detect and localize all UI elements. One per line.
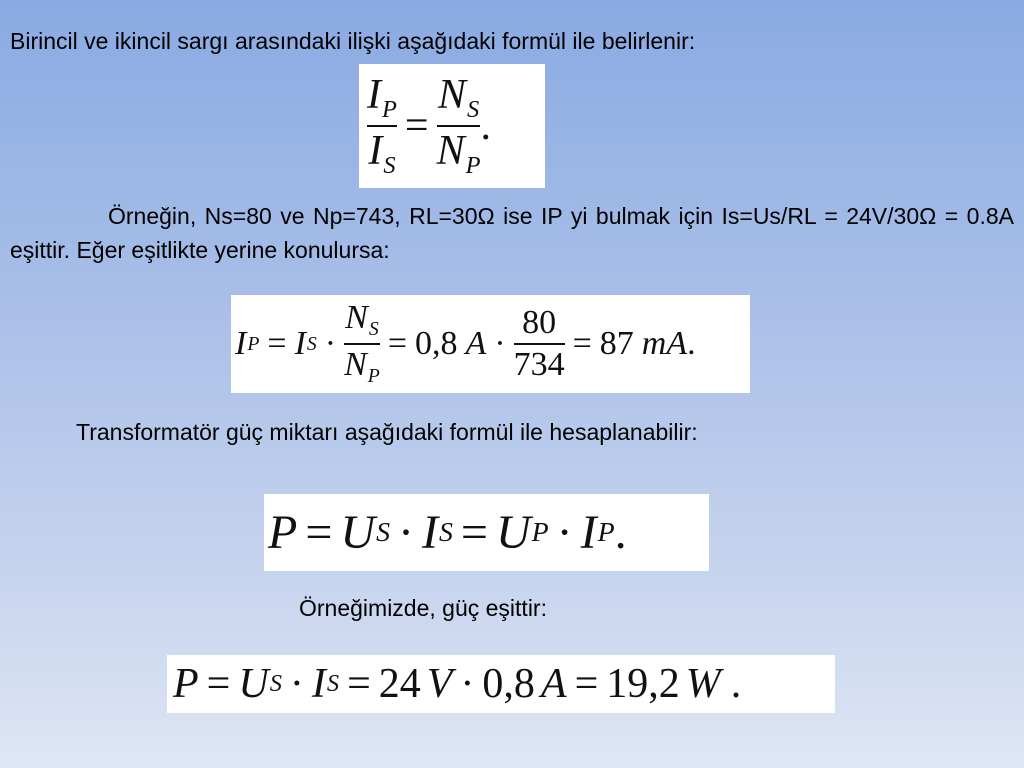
turns-ratio-fraction: $\frac{N_S}{N_P}$ xyxy=(436,72,481,179)
numeric-fraction: $\frac{80}{734}$ xyxy=(513,304,565,383)
example-text: Örneğin, Ns=80 ve Np=743, RL=30Ω ise IP yi bulmak için Is=Us/RL = 24V/30Ω = 0.8A eşittir. Eğer eşitlikte yerine konulursa: xyxy=(10,203,1014,263)
power-result-formula: P = U S · I S = 24 V · 0,8 A = 19,2 W . xyxy=(167,655,835,713)
current-ratio-fraction: $\frac{I_P}{I_S}$ xyxy=(367,72,397,179)
turns-ratio-fraction: $\frac{N_S}{N_P}$ xyxy=(344,299,380,387)
ratio-formula: $\frac{I_P}{I_S}$ = $\frac{N_S}{N_P}$ . xyxy=(359,64,545,188)
primary-current-formula: I P = I S · $\frac{N_S}{N_P}$ = 0,8 A · $\frac{80}{734}$ = 87 mA . xyxy=(231,295,750,393)
intro-text: Birincil ve ikincil sargı arasındaki ilişki aşağıdaki formül ile belirlenir: xyxy=(10,28,696,54)
result-intro-text: Örneğimizde, güç eşittir: xyxy=(299,595,547,621)
power-formula: P = U S · I S = U P · I P . xyxy=(264,494,709,571)
power-intro-text: Transformatör güç miktarı aşağıdaki formül ile hesaplanabilir: xyxy=(76,419,698,445)
